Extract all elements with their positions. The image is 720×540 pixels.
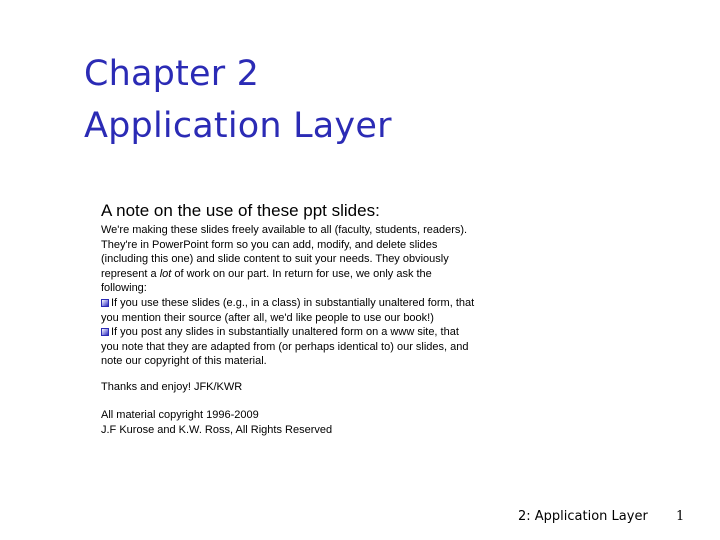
thanks-line: Thanks and enjoy! JFK/KWR xyxy=(101,381,243,393)
bullet-item xyxy=(101,296,521,311)
footer-chapter-label: 2: Application Layer xyxy=(518,509,648,524)
slide-title-line-2: Application Layer xyxy=(84,106,392,146)
note-heading: A note on the use of these ppt slides: xyxy=(101,201,380,220)
bullet-text: If you post any slides in substantially unaltered form on a www site, that xyxy=(111,326,459,339)
note-text-segment: represent a xyxy=(101,267,160,280)
note-line: They're in PowerPoint form so you can add, modify, and delete slides xyxy=(101,238,438,251)
checkbox-bullet-icon xyxy=(101,299,109,307)
note-line: (including this one) and slide content to suit your needs. They obviously xyxy=(101,253,449,266)
usage-note xyxy=(101,200,521,369)
bullet-continuation: you note that they are adapted from (or perhaps identical to) our slides, and xyxy=(101,340,469,353)
slide-title-line-1: Chapter 2 xyxy=(84,54,260,94)
bullet-item xyxy=(101,325,521,340)
copyright-line: J.F Kurose and K.W. Ross, All Rights Reserved xyxy=(101,423,333,436)
bullet-continuation: note our copyright of this material. xyxy=(101,355,267,368)
note-line xyxy=(101,267,521,282)
note-text-segment: of work on our part. In return for use, we only ask the xyxy=(171,267,432,280)
note-line: We're making these slides freely available to all (faculty, students, readers). xyxy=(101,224,468,236)
note-emphasis: lot xyxy=(159,267,172,280)
note-line: following: xyxy=(101,282,147,295)
page-number: 1 xyxy=(676,509,685,524)
note-body xyxy=(101,223,521,369)
bullet-text: If you use these slides (e.g., in a class) in substantially unaltered form, that xyxy=(111,296,475,309)
bullet-continuation: you mention their source (after all, we'd like people to use our book!) xyxy=(101,311,434,324)
checkbox-bullet-icon xyxy=(101,328,109,336)
copyright-notice xyxy=(101,408,332,437)
copyright-line: All material copyright 1996-2009 xyxy=(101,409,259,421)
slide-title xyxy=(84,48,392,152)
